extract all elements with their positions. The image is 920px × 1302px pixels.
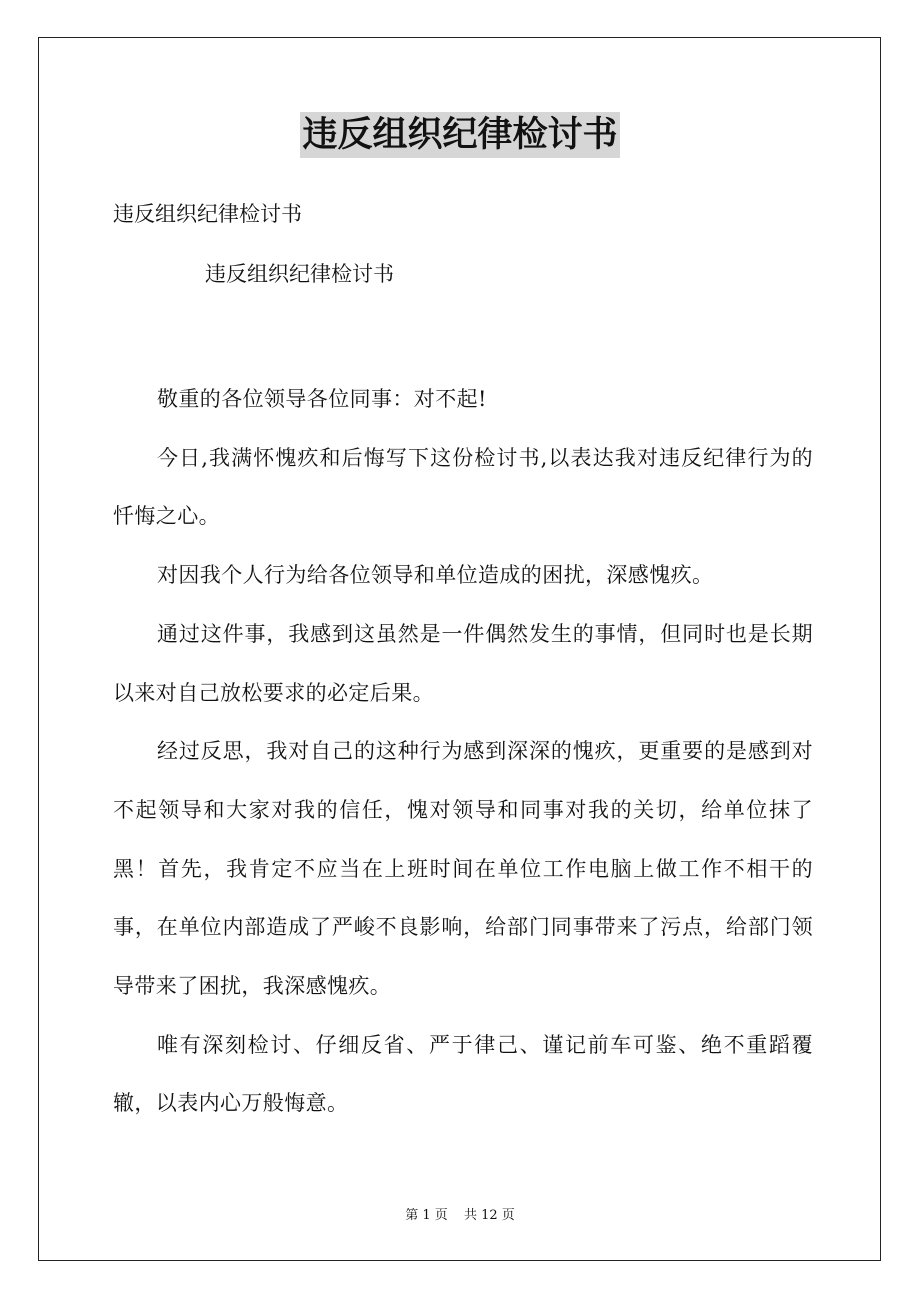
paragraph-5: 唯有深刻检讨、仔细反省、严于律己、谨记前车可鉴、绝不重蹈覆辙，以表内心万般悔意。 (113, 1032, 813, 1116)
document-body (113, 370, 813, 1133)
page-number-current: 第 1 页 (405, 1208, 448, 1223)
document-subtitle: 违反组织纪律检讨书 (113, 202, 302, 226)
paragraph-1: 今日,我满怀愧疚和后悔写下这份检讨书,以表达我对违反纪律行为的忏悔之心。 (113, 445, 813, 529)
document-subtitle-indented: 违反组织纪律检讨书 (205, 262, 394, 286)
page-number-total: 共 12 页 (463, 1208, 515, 1223)
paragraph-2: 对因我个人行为给各位领导和单位造成的困扰，深感愧疚。 (157, 563, 714, 588)
paragraph-greeting: 敬重的各位领导各位同事：对不起! (157, 387, 487, 411)
paragraph-3: 通过这件事，我感到这虽然是一件偶然发生的事情，但同时也是长期以来对自己放松要求的必定后果。 (113, 621, 813, 705)
paragraph-4: 经过反思，我对自己的这种行为感到深深的愧疚，更重要的是感到对不起领导和大家对我的信任，愧对领导和同事对我的关切，给单位抹了黑！首先，我肯定不应当在上班时间在单位工作电脑上做工作不相干的事，在单位内部造成了严峻不良影响，给部门同事带来了污点，给部门领导带来了困扰，我深感愧疚。 (113, 739, 813, 999)
page-footer (0, 1206, 920, 1226)
document-title: 违反组织纪律检讨书 (300, 112, 619, 158)
title-container (0, 112, 920, 158)
